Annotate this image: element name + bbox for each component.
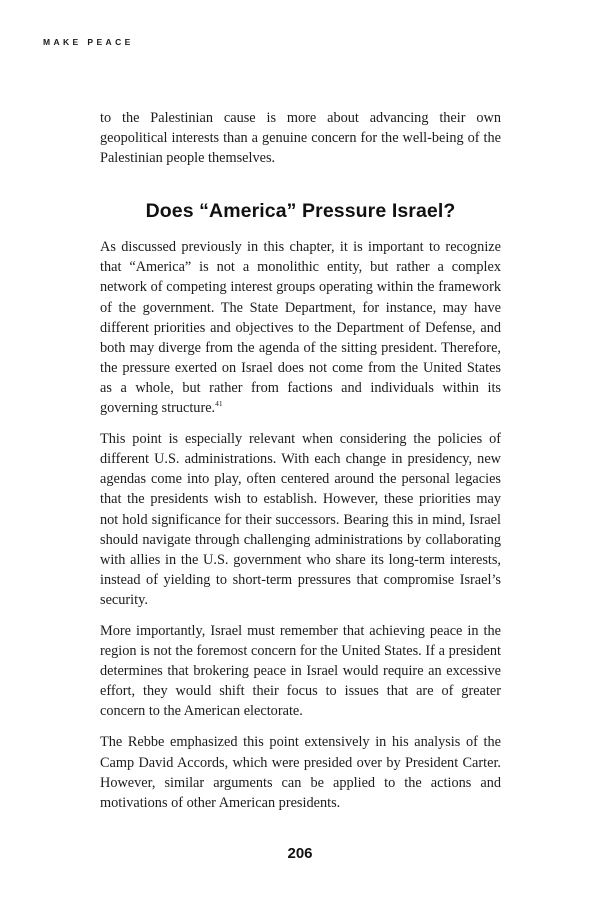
body-paragraph: More importantly, Israel must remember that achieving peace in the region is not the foremost concern for the United States. If a president determines that brokering peace in Israel would require an excessive effort, they would shift their focus to issues that are of greater concern to the American electorate.	[100, 622, 501, 720]
paragraph-text: As discussed previously in this chapter, it is important to recognize that “America” is not a monolithic entity, but rather a complex network of competing interest groups operating within the framework of the government. The State Department, for instance, may have different priorities and objectives to the Department of Defense, and both may diverge from the agenda of the sitting president. Therefore, the pressure exerted on Israel does not come from the United States as a whole, but rather from factions and individuals within its governing structure.	[100, 239, 501, 417]
page-number: 206	[287, 845, 313, 862]
footnote-reference[interactable]: 41	[215, 399, 223, 409]
body-paragraph	[100, 237, 501, 418]
page-body	[100, 108, 501, 813]
body-paragraph: This point is especially relevant when considering the policies of different U.S. administrations. With each change in presidency, new agendas come into play, often centered around the personal legacies that the presidents wish to establish. However, these priorities may not hold significance for their successors. Bearing this in mind, Israel should navigate through challenging administrations by collaborating with allies in the U.S. government who share its long-term interests, instead of yielding to short-term pressures that compromise Israel’s security.	[100, 431, 501, 608]
running-header: MAKE PEACE	[43, 37, 134, 47]
continued-paragraph: to the Palestinian cause is more about advancing their own geopolitical interests than a genuine concern for the well-being of the Palestinian people themselves.	[100, 110, 501, 167]
section-heading: Does “America” Pressure Israel?	[145, 200, 456, 223]
body-paragraph: The Rebbe emphasized this point extensively in his analysis of the Camp David Accords, which were presided over by President Carter. However, similar arguments can be applied to the actions and motivations of other American presidents.	[100, 734, 501, 811]
